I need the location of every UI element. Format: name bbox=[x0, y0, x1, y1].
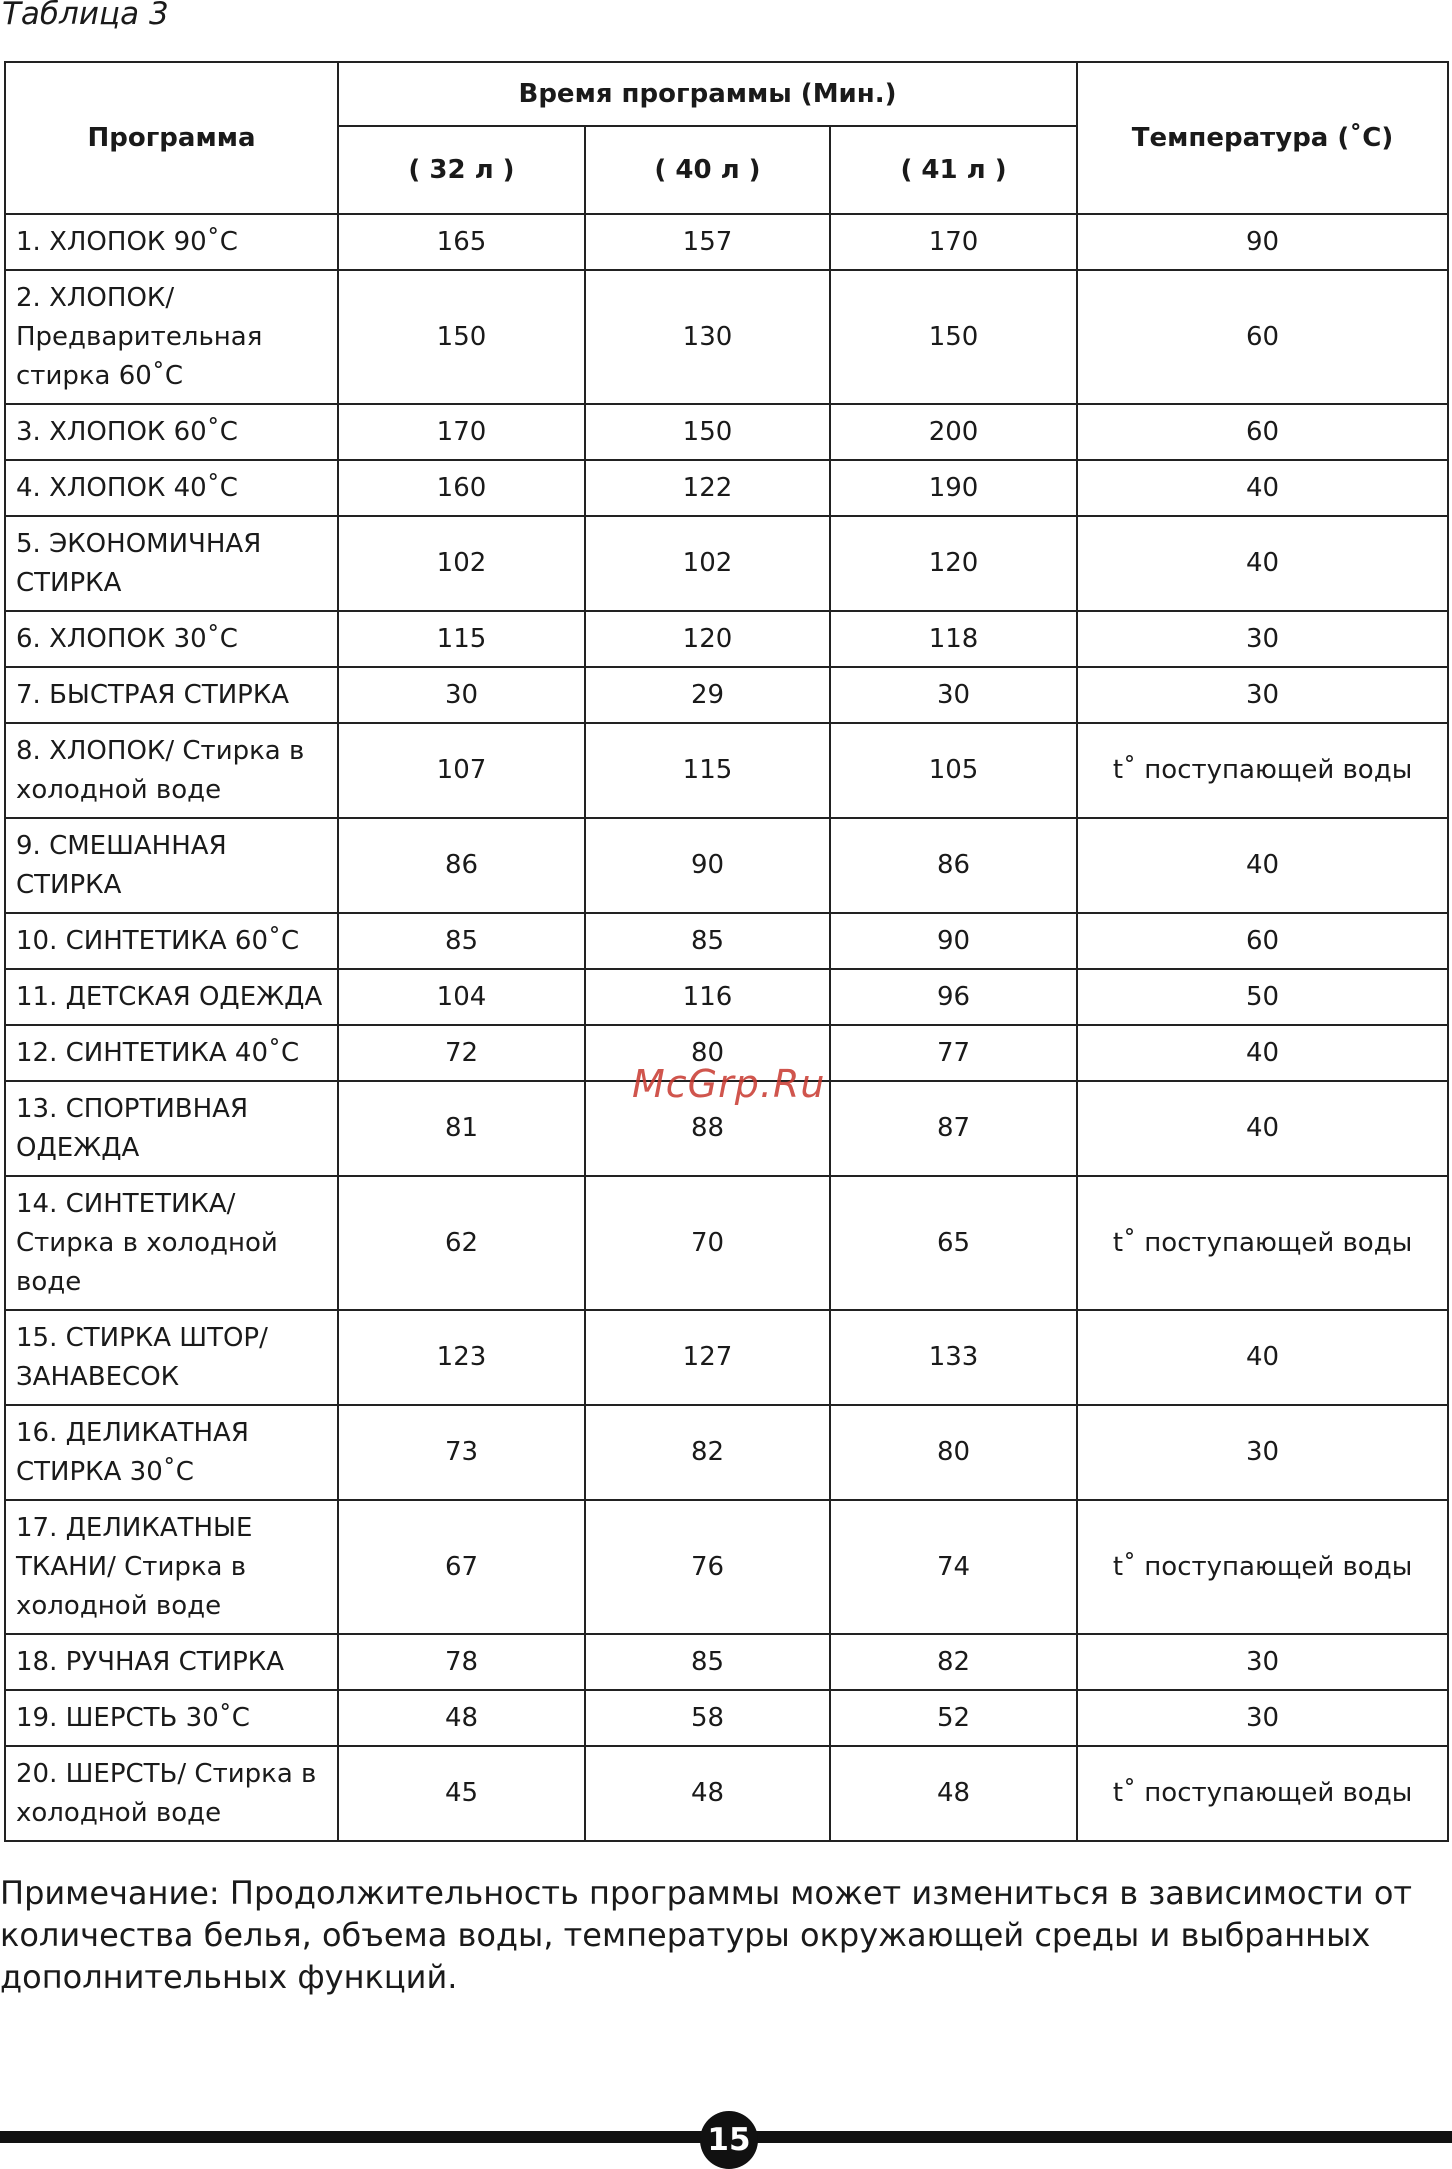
program-name-cell: 10. СИНТЕТИКА 60˚C bbox=[5, 913, 338, 969]
time-41-cell: 118 bbox=[830, 611, 1077, 667]
time-40-cell: 58 bbox=[585, 1690, 830, 1746]
program-name-cell: 13. СПОРТИВНАЯ ОДЕЖДА bbox=[5, 1081, 338, 1176]
time-40-cell: 115 bbox=[585, 723, 830, 818]
time-32-cell: 86 bbox=[338, 818, 585, 913]
time-40-cell: 48 bbox=[585, 1746, 830, 1841]
time-32-cell: 73 bbox=[338, 1405, 585, 1500]
program-name-cell: 7. БЫСТРАЯ СТИРКА bbox=[5, 667, 338, 723]
time-41-cell: 86 bbox=[830, 818, 1077, 913]
note-text: Примечание: Продолжительность программы может измениться в зависимости от количества белья, объема воды, температуры окружающей среды и выбранных дополнительных функций. bbox=[0, 1874, 1413, 1996]
temperature-cell: 40 bbox=[1077, 460, 1448, 516]
header-time-group: Время программы (Мин.) bbox=[338, 62, 1077, 126]
time-32-cell: 115 bbox=[338, 611, 585, 667]
program-name-cell: 14. СИНТЕТИКА/ Стирка в холодной воде bbox=[5, 1176, 338, 1310]
temperature-cell: 30 bbox=[1077, 667, 1448, 723]
table-row bbox=[5, 1176, 1448, 1310]
program-name-cell: 16. ДЕЛИКАТНАЯ СТИРКА 30˚C bbox=[5, 1405, 338, 1500]
time-40-cell: 82 bbox=[585, 1405, 830, 1500]
time-40-cell: 157 bbox=[585, 214, 830, 270]
program-name-cell: 19. ШЕРСТЬ 30˚C bbox=[5, 1690, 338, 1746]
time-41-cell: 105 bbox=[830, 723, 1077, 818]
table-row bbox=[5, 516, 1448, 611]
time-41-cell: 48 bbox=[830, 1746, 1077, 1841]
program-name-cell: 4. ХЛОПОК 40˚C bbox=[5, 460, 338, 516]
program-name-cell: 6. ХЛОПОК 30˚C bbox=[5, 611, 338, 667]
header-volume-40: ( 40 л ) bbox=[585, 126, 830, 214]
table-row bbox=[5, 818, 1448, 913]
time-41-cell: 65 bbox=[830, 1176, 1077, 1310]
temperature-cell: 30 bbox=[1077, 611, 1448, 667]
table-caption: Таблица 3 bbox=[2, 0, 169, 32]
table-row bbox=[5, 723, 1448, 818]
time-32-cell: 30 bbox=[338, 667, 585, 723]
table-row bbox=[5, 460, 1448, 516]
time-40-cell: 88 bbox=[585, 1081, 830, 1176]
time-40-cell: 29 bbox=[585, 667, 830, 723]
time-40-cell: 76 bbox=[585, 1500, 830, 1634]
time-32-cell: 72 bbox=[338, 1025, 585, 1081]
temperature-cell: t˚ поступающей воды bbox=[1077, 1746, 1448, 1841]
time-32-cell: 170 bbox=[338, 404, 585, 460]
time-32-cell: 165 bbox=[338, 214, 585, 270]
time-41-cell: 52 bbox=[830, 1690, 1077, 1746]
program-name-cell: 20. ШЕРСТЬ/ Стирка в холодной воде bbox=[5, 1746, 338, 1841]
time-40-cell: 127 bbox=[585, 1310, 830, 1405]
program-name-cell: 12. СИНТЕТИКА 40˚C bbox=[5, 1025, 338, 1081]
program-name-cell: 5. ЭКОНОМИЧНАЯ СТИРКА bbox=[5, 516, 338, 611]
time-32-cell: 160 bbox=[338, 460, 585, 516]
time-40-cell: 102 bbox=[585, 516, 830, 611]
table-row bbox=[5, 913, 1448, 969]
program-name-cell: 9. СМЕШАННАЯ СТИРКА bbox=[5, 818, 338, 913]
time-32-cell: 45 bbox=[338, 1746, 585, 1841]
time-41-cell: 133 bbox=[830, 1310, 1077, 1405]
table-row bbox=[5, 1690, 1448, 1746]
table-row bbox=[5, 611, 1448, 667]
table-row bbox=[5, 1405, 1448, 1500]
time-32-cell: 123 bbox=[338, 1310, 585, 1405]
time-41-cell: 120 bbox=[830, 516, 1077, 611]
watermark: McGrp.Ru bbox=[632, 1062, 826, 1106]
header-temperature: Температура (˚C) bbox=[1077, 62, 1448, 214]
temperature-cell: 40 bbox=[1077, 1310, 1448, 1405]
temperature-cell: 40 bbox=[1077, 1025, 1448, 1081]
table-row bbox=[5, 404, 1448, 460]
program-name-cell: 3. ХЛОПОК 60˚C bbox=[5, 404, 338, 460]
time-32-cell: 48 bbox=[338, 1690, 585, 1746]
time-40-cell: 130 bbox=[585, 270, 830, 404]
table-row bbox=[5, 270, 1448, 404]
time-41-cell: 74 bbox=[830, 1500, 1077, 1634]
program-name-cell: 8. ХЛОПОК/ Стирка в холодной воде bbox=[5, 723, 338, 818]
temperature-cell: 30 bbox=[1077, 1634, 1448, 1690]
time-41-cell: 87 bbox=[830, 1081, 1077, 1176]
time-32-cell: 81 bbox=[338, 1081, 585, 1176]
time-41-cell: 90 bbox=[830, 913, 1077, 969]
program-name-cell: 2. ХЛОПОК/ Предварительная стирка 60˚C bbox=[5, 270, 338, 404]
time-40-cell: 150 bbox=[585, 404, 830, 460]
time-40-cell: 80 bbox=[585, 1025, 830, 1081]
time-41-cell: 30 bbox=[830, 667, 1077, 723]
time-32-cell: 150 bbox=[338, 270, 585, 404]
time-32-cell: 78 bbox=[338, 1634, 585, 1690]
time-41-cell: 200 bbox=[830, 404, 1077, 460]
program-name-cell: 1. ХЛОПОК 90˚C bbox=[5, 214, 338, 270]
temperature-cell: 90 bbox=[1077, 214, 1448, 270]
time-41-cell: 150 bbox=[830, 270, 1077, 404]
temperature-cell: 40 bbox=[1077, 516, 1448, 611]
program-name-cell: 17. ДЕЛИКАТНЫЕ ТКАНИ/ Стирка в холодной воде bbox=[5, 1500, 338, 1634]
time-32-cell: 67 bbox=[338, 1500, 585, 1634]
time-40-cell: 70 bbox=[585, 1176, 830, 1310]
table-row bbox=[5, 1500, 1448, 1634]
program-name-cell: 18. РУЧНАЯ СТИРКА bbox=[5, 1634, 338, 1690]
table-body bbox=[5, 214, 1448, 1841]
time-40-cell: 122 bbox=[585, 460, 830, 516]
program-name-cell: 15. СТИРКА ШТОР/ ЗАНАВЕСОК bbox=[5, 1310, 338, 1405]
time-40-cell: 116 bbox=[585, 969, 830, 1025]
temperature-cell: 60 bbox=[1077, 404, 1448, 460]
table-row bbox=[5, 1634, 1448, 1690]
time-41-cell: 190 bbox=[830, 460, 1077, 516]
program-name-cell: 11. ДЕТСКАЯ ОДЕЖДА bbox=[5, 969, 338, 1025]
table-row bbox=[5, 1746, 1448, 1841]
time-32-cell: 62 bbox=[338, 1176, 585, 1310]
temperature-cell: t˚ поступающей воды bbox=[1077, 1500, 1448, 1634]
temperature-cell: t˚ поступающей воды bbox=[1077, 723, 1448, 818]
table-row bbox=[5, 1310, 1448, 1405]
time-41-cell: 77 bbox=[830, 1025, 1077, 1081]
header-volume-32: ( 32 л ) bbox=[338, 126, 585, 214]
temperature-cell: 30 bbox=[1077, 1690, 1448, 1746]
temperature-cell: t˚ поступающей воды bbox=[1077, 1176, 1448, 1310]
table-row bbox=[5, 214, 1448, 270]
time-32-cell: 85 bbox=[338, 913, 585, 969]
time-40-cell: 120 bbox=[585, 611, 830, 667]
table-row bbox=[5, 969, 1448, 1025]
time-41-cell: 80 bbox=[830, 1405, 1077, 1500]
time-41-cell: 82 bbox=[830, 1634, 1077, 1690]
temperature-cell: 30 bbox=[1077, 1405, 1448, 1500]
program-table bbox=[4, 61, 1449, 1842]
time-41-cell: 96 bbox=[830, 969, 1077, 1025]
time-32-cell: 102 bbox=[338, 516, 585, 611]
temperature-cell: 40 bbox=[1077, 818, 1448, 913]
header-program: Программа bbox=[5, 62, 338, 214]
temperature-cell: 50 bbox=[1077, 969, 1448, 1025]
time-32-cell: 107 bbox=[338, 723, 585, 818]
temperature-cell: 40 bbox=[1077, 1081, 1448, 1176]
temperature-cell: 60 bbox=[1077, 913, 1448, 969]
header-volume-41: ( 41 л ) bbox=[830, 126, 1077, 214]
page-number: 15 bbox=[700, 2111, 758, 2169]
time-40-cell: 85 bbox=[585, 1634, 830, 1690]
time-32-cell: 104 bbox=[338, 969, 585, 1025]
time-41-cell: 170 bbox=[830, 214, 1077, 270]
table-row bbox=[5, 667, 1448, 723]
temperature-cell: 60 bbox=[1077, 270, 1448, 404]
table-header bbox=[5, 62, 1448, 214]
time-40-cell: 85 bbox=[585, 913, 830, 969]
time-40-cell: 90 bbox=[585, 818, 830, 913]
